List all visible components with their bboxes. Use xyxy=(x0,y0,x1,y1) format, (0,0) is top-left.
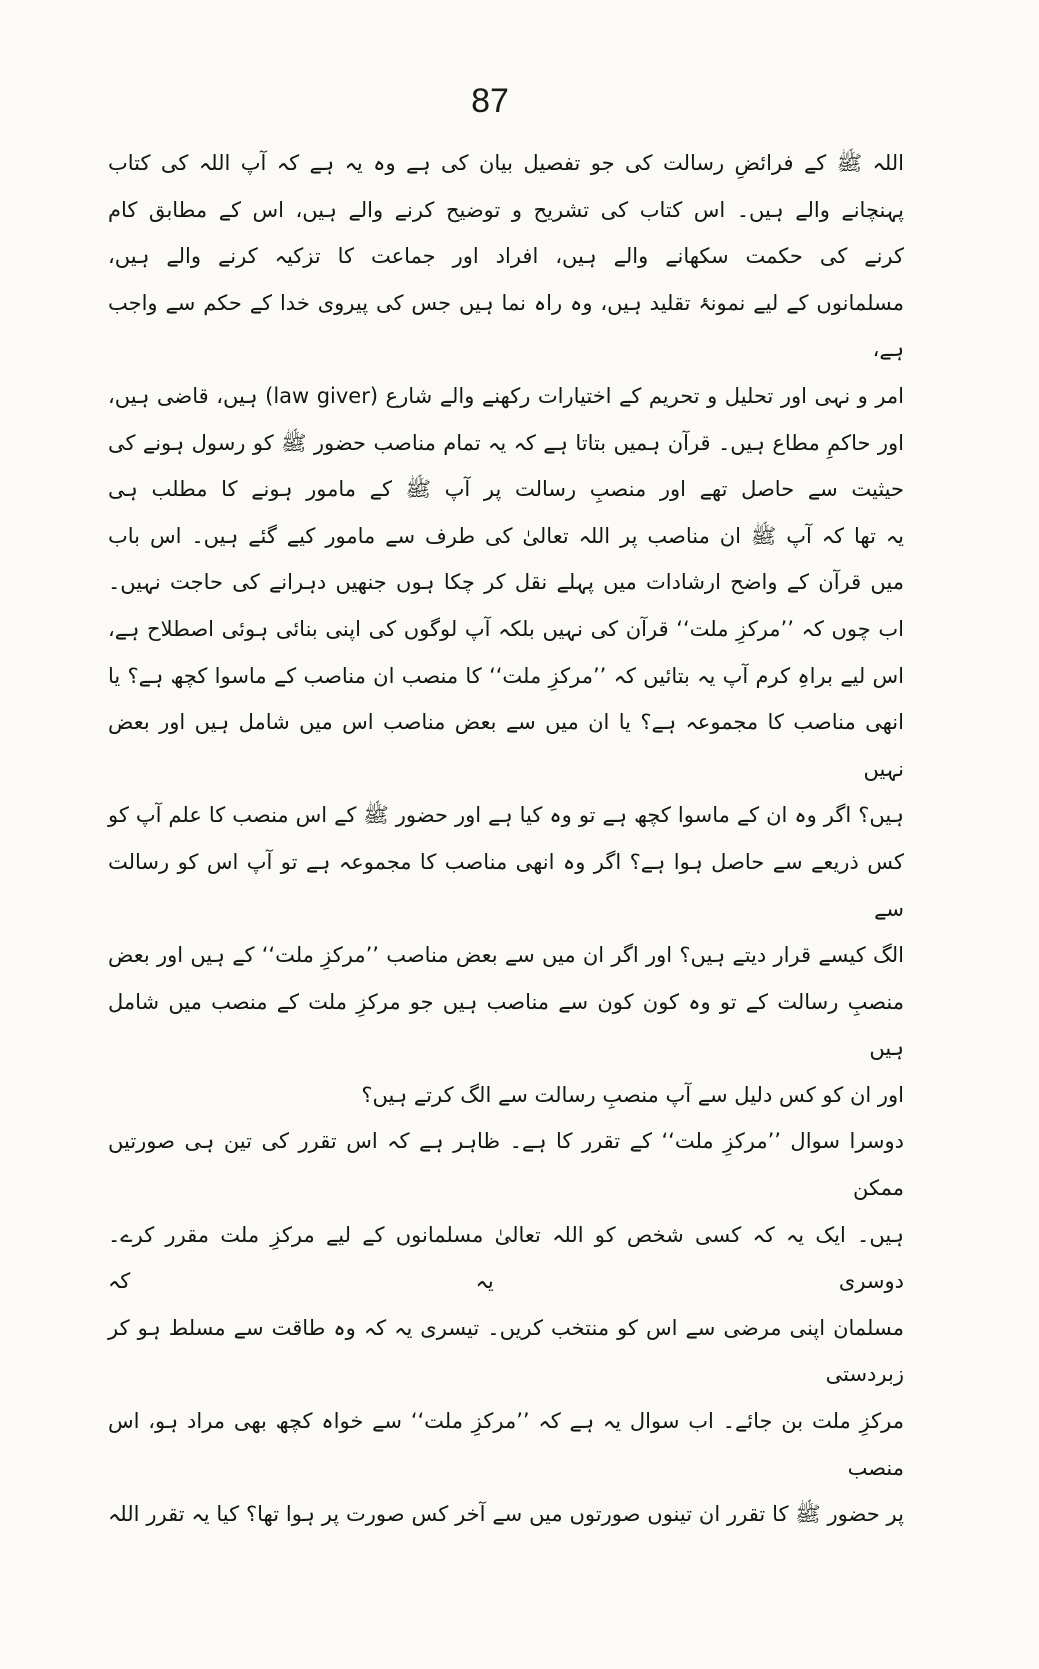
text-line: دوسرا سوال ’’مرکزِ ملت‘‘ کے تقرر کا ہے۔ ظاہر ہے کہ اس تقرر کی تین ہی صورتیں ممکن xyxy=(108,1129,904,1201)
text-line: اللہ ﷺ کے فرائضِ رسالت کی جو تفصیل بیان کی ہے وہ یہ ہے کہ آپ اللہ کی کتاب xyxy=(108,151,904,175)
text-line: ہیں۔ ایک یہ کہ کسی شخص کو اللہ تعالیٰ مسلمانوں کے لیے مرکزِ ملت مقرر کرے۔ دوسری یہ کہ xyxy=(108,1222,904,1294)
text-line: پر حضور ﷺ کا تقرر ان تینوں صورتوں میں سے آخر کس صورت پر ہوا تھا؟ کیا یہ تقرر اللہ xyxy=(108,1502,904,1527)
text-line: الگ کیسے قرار دیتے ہیں؟ اور اگر ان میں سے بعض مناصب ’’مرکزِ ملت‘‘ کے ہیں اور بعض xyxy=(108,943,904,968)
text-line: اور حاکمِ مطاع ہیں۔ قرآن ہمیں بتاتا ہے کہ یہ تمام مناصب حضور ﷺ کو رسول ہونے کی xyxy=(108,430,904,455)
text-line: اور ان کو کس دلیل سے آپ منصبِ رسالت سے الگ کرتے ہیں؟ xyxy=(361,1082,904,1107)
text-line: ہیں؟ اگر وہ ان کے ماسوا کچھ ہے تو وہ کیا ہے اور حضور ﷺ کے اس منصب کا علم آپ کو xyxy=(108,803,904,828)
text-line: منصبِ رسالت کے تو وہ کون کون سے مناصب ہیں جو مرکزِ ملت کے منصب میں شامل ہیں xyxy=(108,989,904,1061)
text-line: مسلمان اپنی مرضی سے اس کو منتخب کریں۔ تیسری یہ کہ وہ طاقت سے مسلط ہو کر زبردستی xyxy=(108,1315,904,1387)
text-line: پہنچانے والے ہیں۔ اس کتاب کی تشریح و توضیح کرنے والے ہیں، اس کے مطابق کام xyxy=(108,197,904,222)
text-line: مسلمانوں کے لیے نمونۂ تقلید ہیں، وہ راہ نما ہیں جس کی پیروی خدا کے حکم سے واجب ہے، xyxy=(108,290,904,362)
text-line: انھی مناصب کا مجموعہ ہے؟ یا ان میں سے بعض مناصب اس میں شامل ہیں اور بعض نہیں xyxy=(108,710,904,781)
text-line: مرکزِ ملت بن جائے۔ اب سوال یہ ہے کہ ’’مرکزِ ملت‘‘ سے خواہ کچھ بھی مراد ہو، اس منصب xyxy=(108,1409,904,1480)
text-line: یہ تھا کہ آپ ﷺ ان مناصب پر اللہ تعالیٰ کی طرف سے مامور کیے گئے ہیں۔ اس باب xyxy=(108,523,904,548)
text-line: میں قرآن کے واضح ارشادات میں پہلے نقل کر چکا ہوں جنھیں دہرانے کی حاجت نہیں۔ xyxy=(108,570,904,595)
body-text xyxy=(108,140,904,1538)
text-line: حیثیت سے حاصل تھے اور منصبِ رسالت پر آپ ﷺ کے مامور ہونے کا مطلب ہی xyxy=(108,477,904,502)
page-number: 87 xyxy=(471,82,509,120)
text-line: کس ذریعے سے حاصل ہوا ہے؟ اگر وہ انھی مناصب کا مجموعہ ہے تو آپ اس کو رسالت سے xyxy=(108,849,904,921)
text-line: اس لیے براہِ کرم آپ یہ بتائیں کہ ’’مرکزِ ملت‘‘ کا منصب ان مناصب کے ماسوا کچھ ہے؟ یا xyxy=(108,663,904,688)
text-line: اب چوں کہ ’’مرکزِ ملت‘‘ قرآن کی نہیں بلکہ آپ لوگوں کی اپنی بنائی ہوئی اصطلاح ہے، xyxy=(108,616,904,641)
text-line: کرنے کی حکمت سکھانے والے ہیں، افراد اور جماعت کا تزکیہ کرنے والے ہیں، xyxy=(108,244,904,269)
text-line: امر و نہی اور تحلیل و تحریم کے اختیارات رکھنے والے شارع (law giver) ہیں، قاضی ہیں، xyxy=(108,383,905,408)
